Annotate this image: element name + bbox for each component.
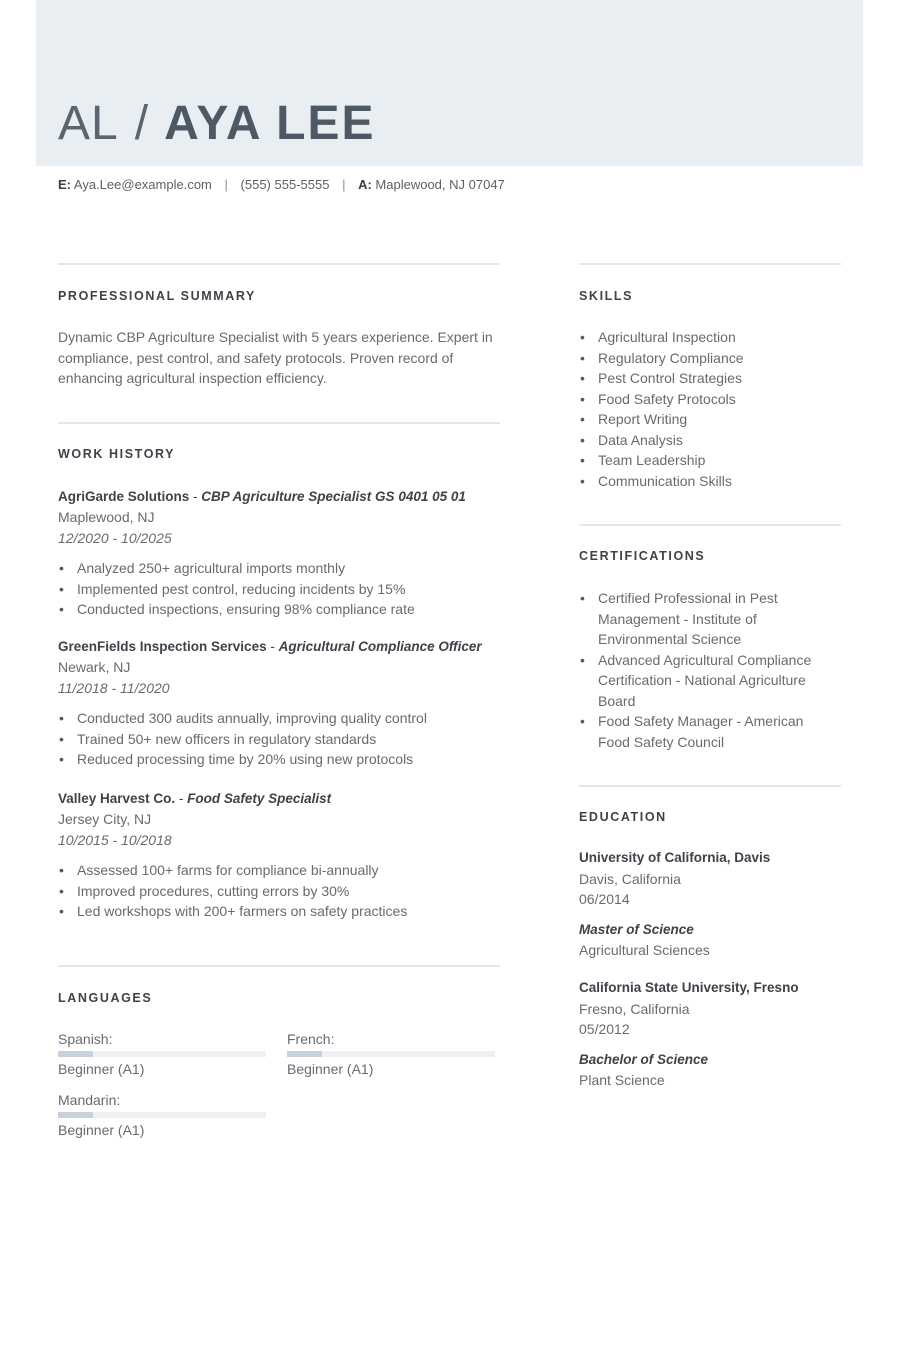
- skills-list: [579, 327, 841, 491]
- job-company: AgriGarde Solutions: [58, 489, 190, 504]
- job-company: GreenFields Inspection Services: [58, 639, 267, 654]
- section-divider: [579, 785, 841, 787]
- language-proficiency-fill: [58, 1112, 93, 1118]
- summary-heading: PROFESSIONAL SUMMARY: [58, 289, 256, 303]
- section-divider: [58, 263, 500, 265]
- education-date: 06/2014: [579, 891, 630, 907]
- email-address[interactable]: Aya.Lee@example.com: [73, 177, 212, 192]
- achievement-item: • Implemented pest control, reducing incidents by 15%: [58, 579, 508, 600]
- education-entry: [579, 848, 841, 961]
- certification-item: • Food Safety Manager - American Food Safety Council: [579, 711, 837, 752]
- education-location: Fresno, California: [579, 1000, 690, 1017]
- language-entry: [58, 1091, 266, 1140]
- skill-item: • Team Leadership: [579, 450, 841, 471]
- certifications-heading: CERTIFICATIONS: [579, 549, 706, 563]
- section-divider: [58, 422, 500, 424]
- address-label: A:: [358, 177, 372, 192]
- education-location: Davis, California: [579, 870, 681, 887]
- achievement-item: • Assessed 100+ farms for compliance bi-annually: [58, 860, 508, 881]
- job-entry: [58, 487, 508, 620]
- address: Maplewood, NJ 07047: [375, 177, 505, 192]
- certification-item: • Certified Professional in Pest Management - Institute of Environmental Science: [579, 588, 837, 650]
- achievement-item: • Analyzed 250+ agricultural imports monthly: [58, 558, 508, 579]
- education-degree: Master of Science: [579, 921, 694, 937]
- candidate-name: [58, 94, 376, 154]
- achievement-item: • Improved procedures, cutting errors by 30%: [58, 881, 508, 902]
- education-degree: Bachelor of Science: [579, 1051, 709, 1067]
- achievement-item: • Trained 50+ new officers in regulatory standards: [58, 729, 508, 750]
- education-field: Agricultural Sciences: [579, 942, 710, 958]
- education-school: California State University, Fresno: [579, 980, 799, 995]
- language-level: Beginner (A1): [287, 1061, 374, 1077]
- job-achievements: [58, 860, 508, 922]
- job-location: Jersey City, NJ: [58, 811, 152, 827]
- name-separator: /: [134, 97, 149, 150]
- phone-number[interactable]: (555) 555-5555: [240, 177, 330, 192]
- language-name: Mandarin:: [58, 1092, 121, 1108]
- job-dates: 12/2020 - 10/2025: [58, 529, 172, 546]
- achievement-item: • Conducted inspections, ensuring 98% compliance rate: [58, 599, 508, 620]
- work-history-heading: WORK HISTORY: [58, 447, 176, 461]
- language-proficiency-fill: [287, 1051, 322, 1057]
- languages-heading: LANGUAGES: [58, 991, 153, 1005]
- education-school: University of California, Davis: [579, 850, 771, 865]
- language-entry: [287, 1030, 495, 1079]
- skill-item: • Pest Control Strategies: [579, 368, 841, 389]
- achievement-item: • Conducted 300 audits annually, improving quality control: [58, 708, 508, 729]
- section-divider: [58, 965, 500, 967]
- skill-item: • Report Writing: [579, 409, 841, 430]
- job-dates: 11/2018 - 11/2020: [58, 679, 170, 696]
- name-initials: AL: [58, 97, 119, 150]
- language-name: Spanish:: [58, 1031, 113, 1047]
- job-heading: AgriGarde Solutions - CBP Agriculture Specialist GS 0401 05 01: [58, 489, 466, 504]
- job-achievements: [58, 708, 508, 770]
- job-title: CBP Agriculture Specialist GS 0401 05 01: [201, 489, 466, 504]
- full-name: AYA LEE: [164, 97, 376, 150]
- skills-heading: SKILLS: [579, 289, 634, 303]
- skill-item: • Agricultural Inspection: [579, 327, 841, 348]
- job-heading: Valley Harvest Co. - Food Safety Specialist: [58, 791, 332, 806]
- job-achievements: [58, 558, 508, 620]
- language-proficiency-bar: [58, 1112, 266, 1118]
- skill-item: • Regulatory Compliance: [579, 348, 841, 369]
- email-label: E:: [58, 177, 71, 192]
- job-location: Newark, NJ: [58, 659, 131, 675]
- education-heading: EDUCATION: [579, 810, 667, 824]
- certification-item: • Advanced Agricultural Compliance Certification - National Agriculture Board: [579, 650, 837, 712]
- job-location: Maplewood, NJ: [58, 509, 155, 525]
- job-title: Agricultural Compliance Officer: [278, 639, 482, 654]
- language-proficiency-fill: [58, 1051, 93, 1057]
- education-date: 05/2012: [579, 1021, 630, 1037]
- language-proficiency-bar: [287, 1051, 495, 1057]
- job-entry: [58, 789, 508, 922]
- skill-item: • Food Safety Protocols: [579, 389, 841, 410]
- certifications-list: [579, 588, 837, 752]
- language-entry: [58, 1030, 266, 1079]
- contact-divider: |: [342, 177, 346, 192]
- achievement-item: • Reduced processing time by 20% using new protocols: [58, 749, 508, 770]
- language-name: French:: [287, 1031, 335, 1047]
- job-dates: 10/2015 - 10/2018: [58, 831, 172, 848]
- contact-divider: |: [224, 177, 228, 192]
- skill-item: • Data Analysis: [579, 430, 841, 451]
- section-divider: [579, 524, 841, 526]
- language-proficiency-bar: [58, 1051, 266, 1057]
- language-level: Beginner (A1): [58, 1122, 145, 1138]
- job-entry: [58, 637, 508, 770]
- job-title: Food Safety Specialist: [187, 791, 332, 806]
- language-level: Beginner (A1): [58, 1061, 145, 1077]
- achievement-item: • Led workshops with 200+ farmers on safety practices: [58, 901, 508, 922]
- job-heading: GreenFields Inspection Services - Agricultural Compliance Officer: [58, 639, 482, 654]
- job-company: Valley Harvest Co.: [58, 791, 176, 806]
- skill-item: • Communication Skills: [579, 471, 841, 492]
- education-entry: [579, 978, 841, 1091]
- education-field: Plant Science: [579, 1072, 665, 1088]
- section-divider: [579, 263, 841, 265]
- contact-line: [58, 176, 505, 194]
- summary-text: Dynamic CBP Agriculture Specialist with 5 years experience. Expert in compliance, pest control, and safety protocols. Proven record of enhancing agricultural inspection efficiency.: [58, 329, 493, 386]
